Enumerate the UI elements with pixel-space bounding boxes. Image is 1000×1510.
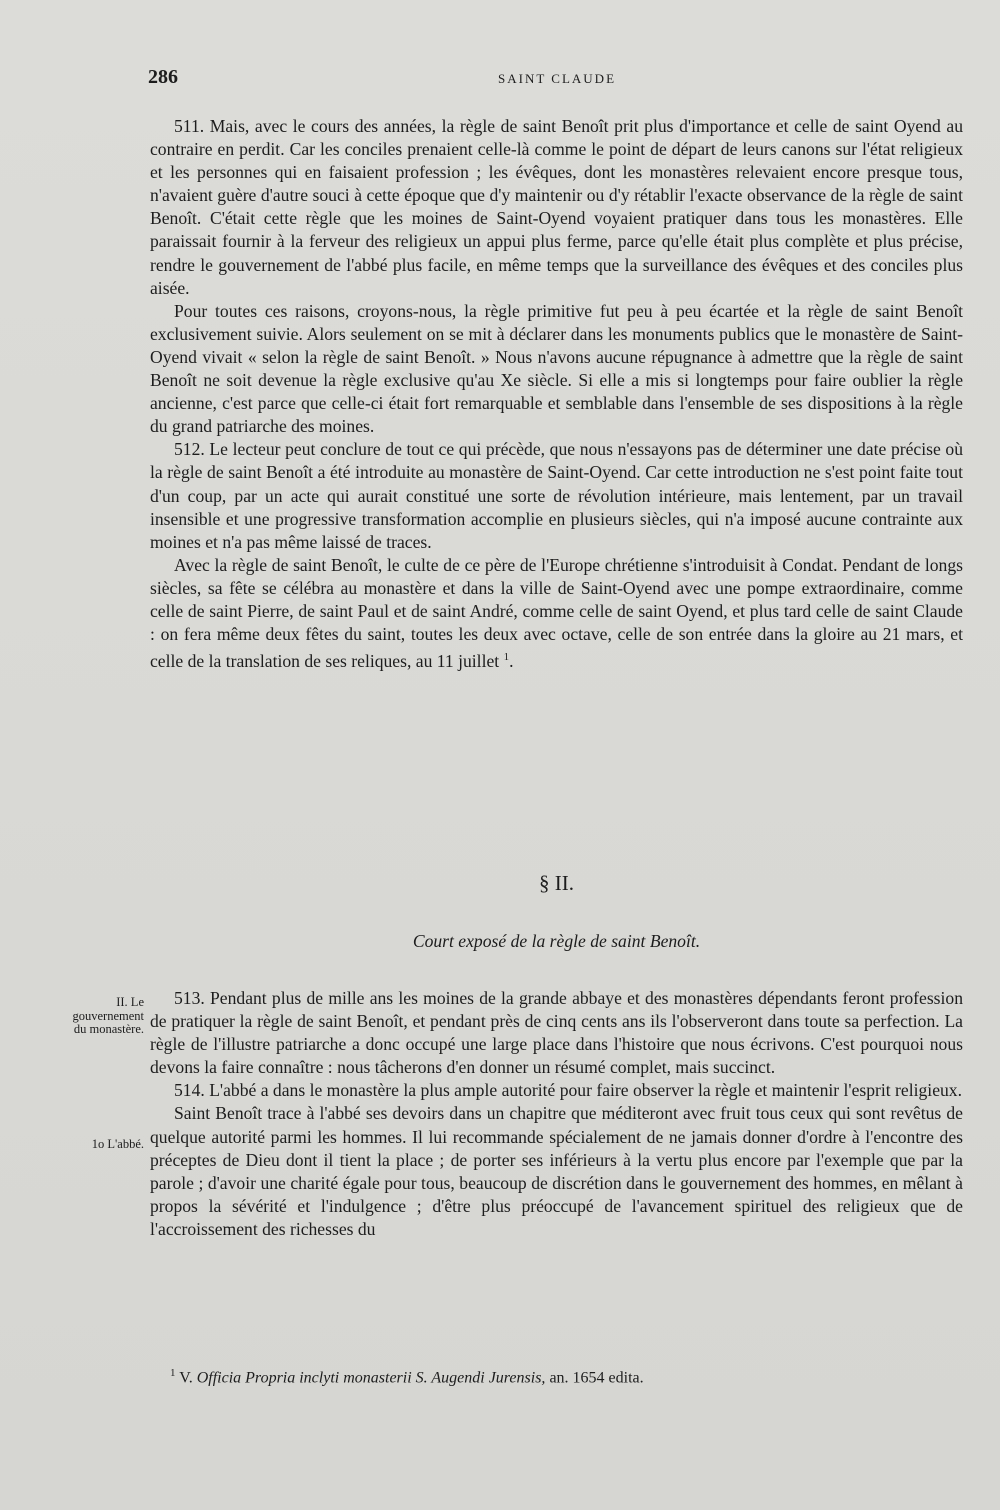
- paragraph: Saint Benoît trace à l'abbé ses devoirs dans un chapitre que méditeront avec fruit tous ceux qui sont revêtus de quelque autorité parmi les hommes. Il lui recommande spécialement de ne jamais donner d'ordre à l'encontre des préceptes de Dieu dont il tient la place ; de porter ses inférieurs à la vertu plus encore par l'exemple que par la parole ; d'avoir une charité égale pour tous, beaucoup de discrétion dans le gouvernement des hommes, en mêlant à propos la sévérité et l'indulgence ; d'être plus préoccupé de l'avancement spirituel des religieux que de l'accroissement des richesses du: [150, 1103, 963, 1239]
- paragraph: Pour toutes ces raisons, croyons-nous, la règle primitive fut peu à peu écartée et la règle de saint Benoît exclusivement suivie. Alors seulement on se mit à déclarer dans les monuments publics que le monastère de Saint-Oyend vivait « selon la règle de saint Benoît. » Nous n'avons aucune répugnance à admettre que la règle de saint Benoît ne soit devenue la règle exclusive qu'au Xe siècle. Si elle a mis si longtemps pour faire oublier la règle ancienne, c'est parce que celle-ci était fort remarquable et semblable dans l'ensemble de ses dispositions à la règle du grand patriarche des moines.: [150, 300, 963, 437]
- footnote-title: Officia Propria inclyti monasterii S. Augendi Jurensis,: [196, 1369, 546, 1387]
- text-block-top: [150, 115, 963, 673]
- section-subtitle: Court exposé de la règle de saint Benoît.: [412, 931, 701, 951]
- section-heading: § II.: [539, 871, 574, 895]
- footnote-suffix: an. 1654 edita.: [549, 1369, 644, 1387]
- text-block-bottom: [150, 987, 963, 1241]
- footnote-prefix: V.: [179, 1369, 193, 1387]
- footnote: [170, 1367, 960, 1387]
- paragraph-513: 513. Pendant plus de mille ans les moines de la grande abbaye et des monastères dépendants feront profession de pratiquer la règle de saint Benoît, et pendant près de cinq cents ans ils l'observeront dans toute sa perfection. La règle de l'illustre patriarche a donc occupé une large place dans l'histoire que nous écrivons. C'est pourquoi nous devons la faire connaître : nous tâcherons d'en donner un résumé complet, mais succinct.: [150, 988, 963, 1078]
- running-title: SAINT CLAUDE: [498, 71, 617, 86]
- paragraph-511: 511. Mais, avec le cours des années, la règle de saint Benoît prit plus d'importance et celle de saint Oyend au contraire en perdit. Car les conciles prenaient celle-là comme le point de départ de leurs canons sur l'état religieux et les personnes qui en faisaient profession ; les évêques, dont les monastères relevaient encore presque tous, n'avaient guère d'autre souci à cette époque que d'y maintenir ou d'y rétablir l'exacte observance de la règle de saint Benoît. C'était cette règle que les moines de Saint-Oyend voyaient pratiquer dans tous les monastères. Elle paraissait fournir à la ferveur des religieux un appui plus ferme, parce qu'elle était plus complète et plus précise, rendre le gouvernement de l'abbé plus facile, en même temps que la surveillance des évêques et des conciles plus aisée.: [150, 116, 963, 298]
- page-number: 286: [148, 66, 178, 88]
- footnote-number: 1: [170, 1367, 176, 1379]
- paragraph-514: 514. L'abbé a dans le monastère la plus ample autorité pour faire observer la règle et maintenir l'esprit religieux.: [174, 1080, 962, 1101]
- margin-note-abbe: 1o L'abbé.: [91, 1137, 144, 1151]
- running-head: [148, 66, 963, 96]
- paragraph-512: 512. Le lecteur peut conclure de tout ce qui précède, que nous n'essayons pas de déterminer une date précise où la règle de saint Benoît a été introduite au monastère de Saint-Oyend. Car cette introduction ne s'est point faite tout d'un coup, par un acte qui aurait constitué une sorte de révolution intérieure, mais lentement, par un travail insensible et une progressive transformation accomplie en plusieurs siècles, qui n'a imposé aucune contrainte aux moines et n'a pas même laissé de traces.: [150, 439, 963, 552]
- paragraph: Avec la règle de saint Benoît, le culte de ce père de l'Europe chrétienne s'introduisit à Condat. Pendant de longs siècles, sa fête se célébra au monastère et dans la ville de Saint-Oyend avec une pompe extraordinaire, comme celle de saint Pierre, de saint Paul et de saint André, comme celle de saint Oyend, et plus tard celle de saint Claude : on fera même deux fêtes du saint, toutes les deux avec octave, celle de son entrée dans la gloire au 21 mars, et celle de la translation de ses reliques, au 11 juillet $^1$.: [150, 554, 963, 672]
- margin-note-gouvernement: II. Le gouvernement du monastère.: [72, 995, 144, 1036]
- footnote-reference: 1: [503, 651, 510, 664]
- paragraph-text: Avec la règle de saint Benoît, le culte de ce père de l'Europe chrétienne s'introduisit à Condat. Pendant de longs siècles, sa fête se célébra au monastère et dans la ville de Saint-Oyend avec une pompe extraordinaire, comme celle de saint Pierre, de saint Paul et de saint André, comme celle de saint Oyend, et plus tard celle de saint Claude : on fera même deux fêtes du saint, toutes les deux avec octave, celle de son entrée dans la gloire au 21 mars, et celle de la translation de ses reliques, au 11 juillet: [150, 554, 963, 672]
